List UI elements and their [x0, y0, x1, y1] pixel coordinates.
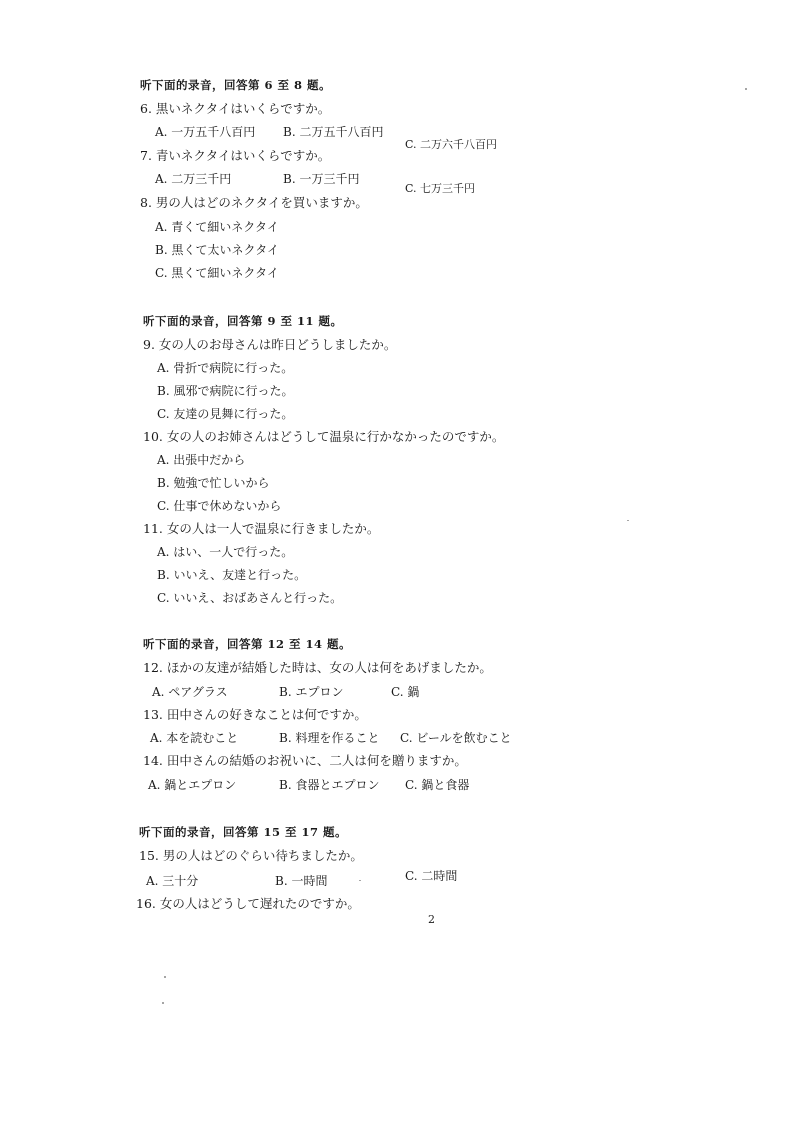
option-12b: B. エプロン [279, 685, 344, 699]
question-10: 10. 女の人のお姉さんはどうして温泉に行かなかったのですか。 [143, 429, 505, 444]
option-13a: A. 本を読むこと [150, 731, 239, 745]
option-13c: C. ビールを飲むこと [400, 731, 512, 745]
option-10a: A. 出張中だから [157, 453, 246, 467]
question-12: 12. ほかの友達が結婚した時は、女の人は何をあげましたか。 [143, 660, 492, 675]
option-11b: B. いいえ、友達と行った。 [157, 568, 307, 582]
option-12a: A. ペアグラス [152, 685, 228, 699]
option-14b: B. 食器とエプロン [279, 778, 380, 792]
section-header: 听下面的录音，回答第 12 至 14 题。 [143, 637, 352, 651]
scan-speck [162, 1002, 164, 1004]
option-15a: A. 三十分 [146, 874, 199, 888]
question-11: 11. 女の人は一人で温泉に行きましたか。 [143, 521, 380, 536]
option-6a: A. 一万五千八百円 [155, 125, 256, 139]
question-6: 6. 黒いネクタイはいくらですか。 [140, 101, 331, 116]
scan-speck [359, 880, 361, 881]
question-8: 8. 男の人はどのネクタイを買いますか。 [140, 195, 368, 210]
option-11a: A. はい、一人で行った。 [157, 545, 294, 559]
option-14a: A. 鍋とエプロン [148, 778, 237, 792]
option-14c: C. 鍋と食器 [405, 778, 470, 792]
scan-speck [627, 520, 629, 521]
question-14: 14. 田中さんの結婚のお祝いに、二人は何を贈りますか。 [143, 753, 467, 768]
option-13b: B. 料理を作ること [279, 731, 380, 745]
page-number: 2 [428, 913, 435, 926]
option-11c: C. いいえ、おばあさんと行った。 [157, 591, 343, 605]
option-7a: A. 二万三千円 [155, 172, 232, 186]
question-7: 7. 青いネクタイはいくらですか。 [140, 148, 331, 163]
section-header: 听下面的录音，回答第 9 至 11 题。 [143, 314, 343, 328]
option-9b: B. 風邪で病院に行った。 [157, 384, 294, 398]
option-15c: C. 二時間 [405, 869, 458, 883]
option-6b: B. 二万五千八百円 [283, 125, 384, 139]
option-8a: A. 青くて細いネクタイ [155, 220, 279, 234]
option-9c: C. 友達の見舞に行った。 [157, 407, 294, 421]
option-15b: B. 一時間 [275, 874, 328, 888]
question-15: 15. 男の人はどのぐらい待ちましたか。 [139, 848, 363, 863]
section-header: 听下面的录音，回答第 6 至 8 题。 [140, 78, 332, 92]
scan-speck [745, 88, 747, 90]
question-16: 16. 女の人はどうして遅れたのですか。 [136, 896, 360, 911]
question-9: 9. 女の人のお母さんは昨日どうしましたか。 [143, 337, 397, 352]
option-10b: B. 勉強で忙しいから [157, 476, 270, 490]
option-12c: C. 鍋 [391, 685, 420, 699]
option-8c: C. 黒くて細いネクタイ [155, 266, 279, 280]
question-13: 13. 田中さんの好きなことは何ですか。 [143, 707, 367, 722]
section-header: 听下面的录音，回答第 15 至 17 题。 [139, 825, 348, 839]
option-6c: C. 二万六千八百円 [405, 138, 498, 151]
option-7c: C. 七万三千円 [405, 182, 476, 195]
option-9a: A. 骨折で病院に行った。 [157, 361, 294, 375]
option-10c: C. 仕事で休めないから [157, 499, 282, 513]
option-8b: B. 黒くて太いネクタイ [155, 243, 279, 257]
scan-speck [164, 976, 166, 978]
option-7b: B. 一万三千円 [283, 172, 360, 186]
